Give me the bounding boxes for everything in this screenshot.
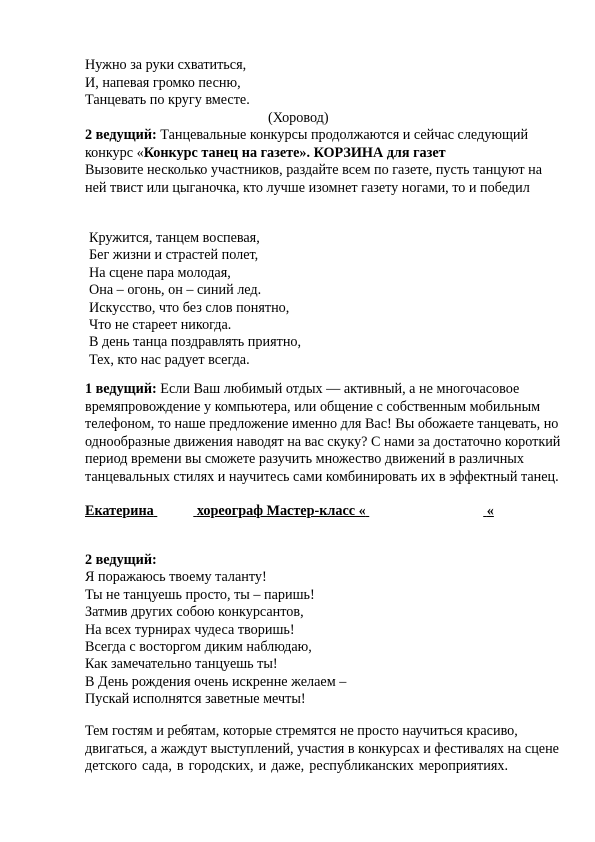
poem-line: На всех турнирах чудеса творишь!: [85, 621, 295, 638]
host1-line: период времени вы сможете разучить множество движений в различных: [85, 451, 524, 467]
final-line: Тем гостям и ребятам, которые стремятся не просто научиться красиво,: [85, 723, 518, 739]
poem-line: Искусство, что без слов понятно,: [89, 299, 290, 316]
intro-line: Танцевать по кругу вместе.: [85, 92, 250, 108]
poem-line: Ты не танцуешь просто, ты – паришь!: [85, 586, 315, 603]
host1-line: танцевальных стилях и научитесь сами комбинировать их в эффектный танец.: [85, 469, 559, 485]
poem-line: Что не стареет никогда.: [89, 317, 232, 334]
khorovod-note: (Хоровод): [268, 110, 329, 126]
poem-line: Бег жизни и страстей полет,: [89, 247, 259, 264]
poem-line: Пускай исполнятся заветные мечты!: [85, 691, 306, 708]
contest-line-2: [85, 145, 446, 162]
host1-line-1: [85, 381, 520, 398]
poem-line: Затмив других собою конкурсантов,: [85, 604, 304, 621]
contest-prefix: конкурс «: [85, 145, 144, 161]
host2-block: [85, 552, 485, 709]
contest-text: Танцевальные конкурсы продолжаются и сейчас следующий: [156, 127, 529, 143]
host1-line: телефоном, то наше предложение именно для Вас! Вы обожаете танцевать, но: [85, 416, 559, 432]
poem-dance: [89, 230, 389, 369]
speaker-label: 1 ведущий:: [85, 381, 157, 397]
masterclass-name: Екатерина: [85, 503, 154, 519]
host1-line: времяпровождение у компьютера, или общение с собственным мобильным: [85, 399, 541, 415]
speaker-label: 2 ведущий:: [85, 552, 157, 568]
final-line: детского сада, в городских, и даже, республиканских мероприятиях.: [85, 758, 508, 774]
poem-line: Тех, кто нас радует всегда.: [89, 351, 250, 368]
masterclass-quote: «: [486, 503, 494, 519]
poem-line: На сцене пара молодая,: [89, 264, 231, 281]
final-line: двигаться, а жаждут выступлений, участия в конкурсах и фестивалях на сцене: [85, 741, 559, 757]
speaker-label: 2 ведущий:: [85, 127, 157, 143]
poem-line: Она – огонь, он – синий лед.: [89, 282, 262, 299]
contest-line-4: ней твист или цыганочка, кто лучше изомнет газету ногами, то и победил: [85, 180, 530, 196]
intro-line: И, напевая громко песню,: [85, 75, 241, 91]
host1-line: однообразные движения наводят на вас скуку? С нами за достаточно короткий: [85, 434, 561, 450]
intro-line: Нужно за руки схватиться,: [85, 57, 247, 73]
poem-line: В день танца поздравлять приятно,: [89, 334, 302, 351]
masterclass-role: хореограф Мастер-класс «: [196, 503, 366, 519]
contest-line-3: Вызовите несколько участников, раздайте всем по газете, пусть танцуют на: [85, 162, 543, 178]
poem-line: Как замечательно танцуешь ты!: [85, 656, 278, 673]
masterclass-line: [85, 503, 515, 520]
host1-text: Если Ваш любимый отдых — активный, а не многочасовое: [156, 381, 520, 397]
contest-title: Конкурс танец на газете». КОРЗИНА для газет: [143, 145, 446, 161]
poem-line: В День рождения очень искренне желаем –: [85, 673, 347, 690]
poem-line: Всегда с восторгом диким наблюдаю,: [85, 639, 312, 656]
poem-line: Кружится, танцем воспевая,: [89, 230, 260, 246]
poem-line: Я поражаюсь твоему таланту!: [85, 569, 267, 586]
contest-line-1: [85, 127, 529, 144]
